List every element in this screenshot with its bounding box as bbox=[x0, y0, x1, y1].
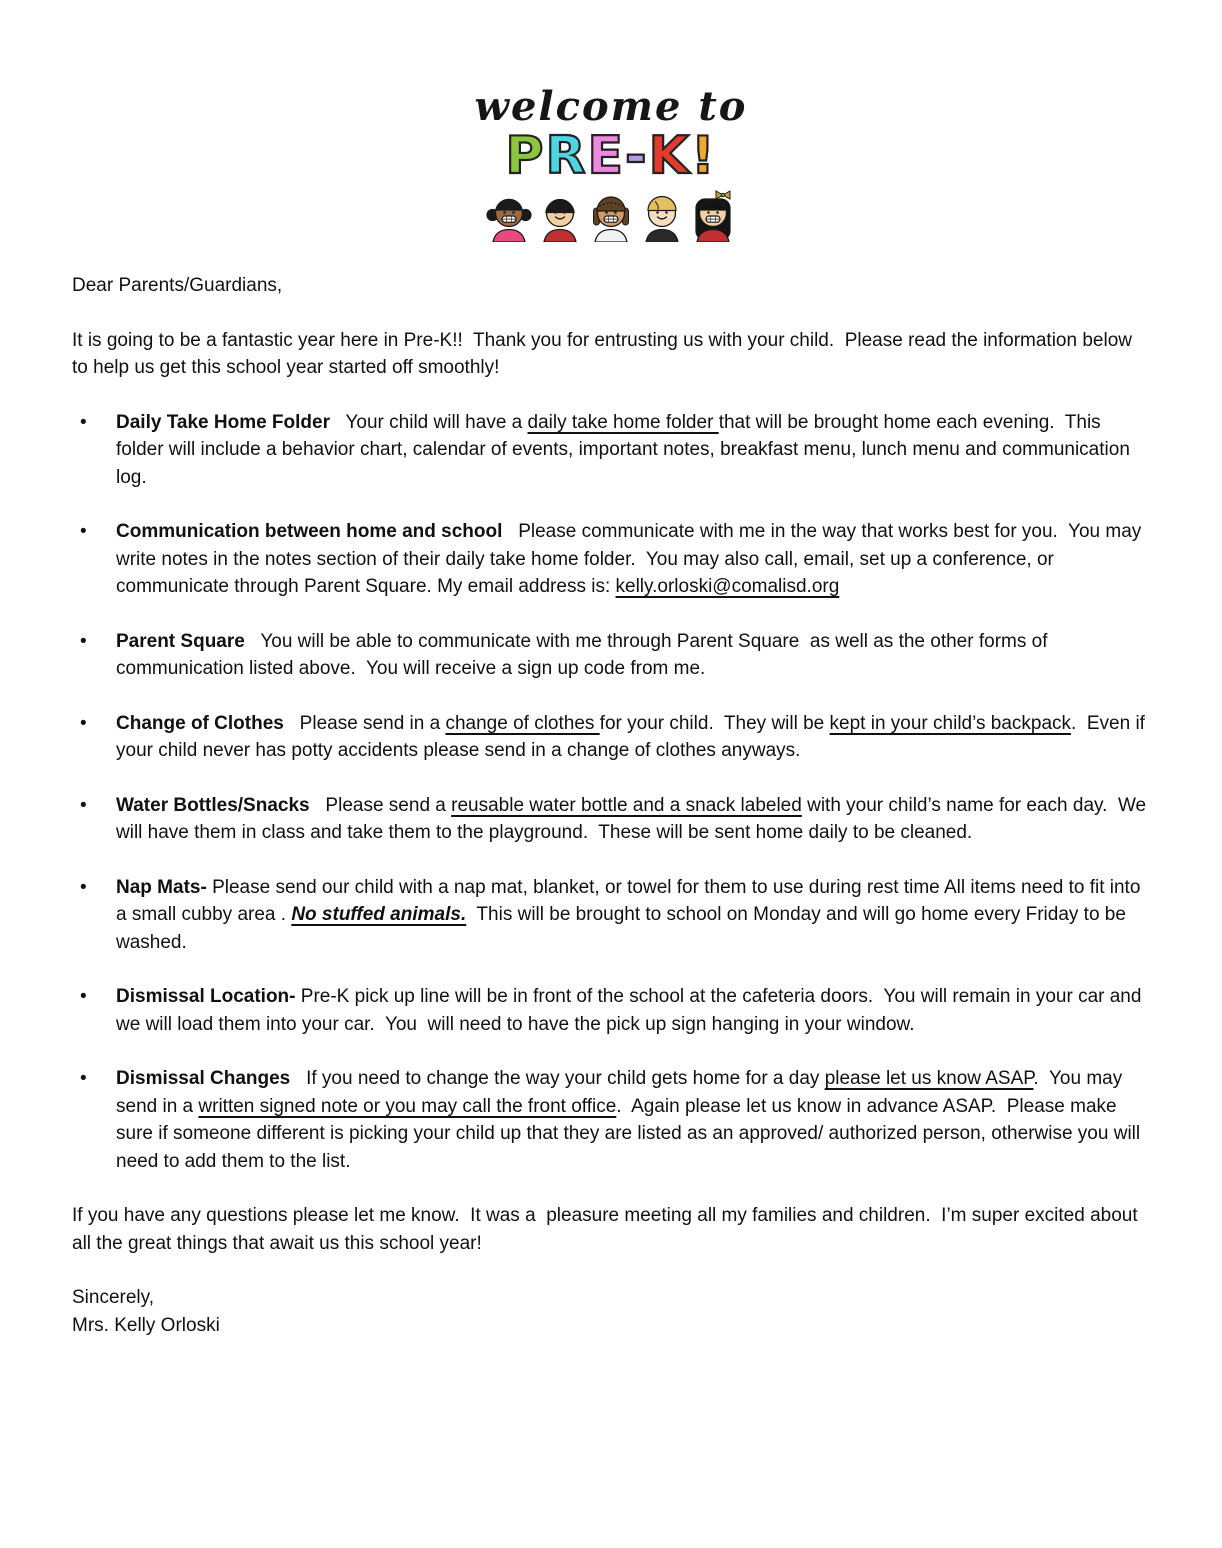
bullet-dot: • bbox=[80, 411, 87, 433]
underlined-text: No stuffed animals. bbox=[291, 904, 467, 925]
wordmark-letter: E bbox=[587, 126, 626, 186]
text-segment: . Again please let us know in advance ASAP. Please make sure if someone different is picking your child up that they are listed as an approved/ authorized person, otherwise you will need to add them to the list. bbox=[116, 1095, 1146, 1172]
prek-wordmark bbox=[505, 126, 717, 186]
underlined-text: reusable water bottle and a snack labeled bbox=[451, 794, 802, 816]
text-segment: Please send our child with a nap mat, blanket, or towel for them to use during rest time All items need to fit into a small cubby area . bbox=[116, 876, 1146, 925]
text-segment: for your child. They will be bbox=[599, 712, 830, 734]
text-segment: with your child’s name for each day. We will have them in class and take them to the playground. These will be sent home daily to be cleaned. bbox=[116, 794, 1152, 843]
bullet-text bbox=[116, 710, 1150, 765]
bullet-label: Dismissal Location- bbox=[116, 986, 296, 1007]
closing-paragraph: If you have any questions please let me know. It was a pleasure meeting all my families and children. I’m super excited about all the great things that await us this school year! bbox=[72, 1205, 1143, 1254]
bullet-text bbox=[116, 628, 1150, 683]
bullet-text bbox=[116, 409, 1150, 492]
bullet-label: Water Bottles/Snacks bbox=[116, 794, 310, 816]
kid-braidcrown-illustration bbox=[588, 186, 634, 242]
kid-longbow-illustration bbox=[690, 186, 736, 242]
letter-body bbox=[72, 272, 1150, 1339]
wordmark-letter: R bbox=[545, 126, 588, 186]
kid-sidepart-illustration bbox=[639, 186, 685, 242]
underlined-text: kept in your child’s backpack bbox=[829, 712, 1072, 734]
bullet-text bbox=[116, 874, 1150, 957]
intro-paragraph: It is going to be a fantastic year here in Pre-K!! Thank you for entrusting us with your child. Please read the information below to help us get this school year started off smoothly! bbox=[72, 329, 1138, 378]
signoff: Sincerely, bbox=[72, 1287, 155, 1308]
bullet-text bbox=[116, 518, 1150, 601]
bullet-label: Change of Clothes bbox=[116, 712, 284, 734]
wordmark-letter: P bbox=[505, 126, 546, 186]
bullet-text bbox=[116, 1065, 1150, 1175]
bullet-item bbox=[72, 874, 1150, 957]
bullet-label: Parent Square bbox=[116, 630, 245, 652]
bullet-dot: • bbox=[80, 794, 87, 816]
bullet-item bbox=[72, 409, 1150, 492]
text-segment: . You may send in a bbox=[116, 1068, 1128, 1117]
wordmark-letter: K bbox=[648, 126, 691, 186]
text-segment: This will be brought to school on Monday and will go home every Friday to be washed. bbox=[116, 904, 1132, 953]
text-segment: Please communicate with me in the way that works best for you. You may write notes in the notes section of their daily take home folder. You may also call, email, set up a conference, or communicate through Parent Square. My email address is: bbox=[116, 521, 1147, 597]
email-link[interactable]: kelly.orloski@comalisd.org bbox=[615, 576, 840, 597]
text-segment: Pre-K pick up line will be in front of the school at the cafeteria doors. You will remain in your car and we will load them into your car. You will need to have the pick up sign hanging in your window. bbox=[116, 986, 1147, 1035]
welcome-script-text: welcome to bbox=[474, 83, 748, 130]
underlined-text: please let us know ASAP bbox=[824, 1068, 1034, 1089]
greeting: Dear Parents/Guardians, bbox=[72, 275, 283, 296]
bullet-item bbox=[72, 628, 1150, 683]
bullet-label: Dismissal Changes bbox=[116, 1068, 291, 1089]
bullet-item bbox=[72, 1065, 1150, 1175]
kid-pigtails-illustration bbox=[486, 186, 532, 242]
bullet-list bbox=[72, 409, 1150, 1176]
wordmark-letter: ! bbox=[690, 126, 717, 186]
kids-clipart bbox=[486, 186, 736, 242]
bullet-dot: • bbox=[80, 712, 87, 734]
text-segment: Please send a bbox=[309, 794, 452, 816]
bullet-item bbox=[72, 518, 1150, 601]
bullet-item bbox=[72, 983, 1150, 1038]
bullet-dot: • bbox=[80, 876, 87, 898]
kid-bowl-illustration bbox=[537, 186, 583, 242]
underlined-text: written signed note or you may call the front office bbox=[198, 1095, 617, 1117]
wordmark-letter: - bbox=[625, 126, 649, 186]
text-segment: Please send in a bbox=[283, 712, 446, 734]
text-segment: You will be able to communicate with me through Parent Square as well as the other forms of communication listed above. You will receive a sign up code from me. bbox=[116, 630, 1053, 679]
bullet-dot: • bbox=[80, 986, 87, 1007]
bullet-label: Communication between home and school bbox=[116, 521, 503, 542]
bullet-item bbox=[72, 792, 1150, 847]
text-segment: Your child will have a bbox=[330, 411, 528, 433]
text-segment: . Even if your child never has potty accidents please send in a change of clothes anyways. bbox=[116, 712, 1151, 761]
bullet-item bbox=[72, 710, 1150, 765]
signature-name: Mrs. Kelly Orloski bbox=[72, 1314, 220, 1336]
bullet-label: Nap Mats- bbox=[116, 876, 207, 898]
bullet-text bbox=[116, 792, 1150, 847]
bullet-dot: • bbox=[80, 630, 87, 652]
underlined-text: daily take home folder bbox=[527, 411, 719, 433]
bullet-text bbox=[116, 983, 1150, 1038]
bullet-dot: • bbox=[80, 521, 87, 542]
letterhead bbox=[0, 83, 1222, 242]
bullet-label: Daily Take Home Folder bbox=[116, 411, 330, 433]
text-segment: that will be brought home each evening. This folder will include a behavior chart, calendar of events, important notes, breakfast menu, lunch menu and communication log. bbox=[116, 411, 1136, 488]
underlined-text: change of clothes bbox=[445, 712, 600, 734]
bullet-dot: • bbox=[80, 1068, 87, 1089]
text-segment: If you need to change the way your child gets home for a day bbox=[290, 1068, 825, 1089]
